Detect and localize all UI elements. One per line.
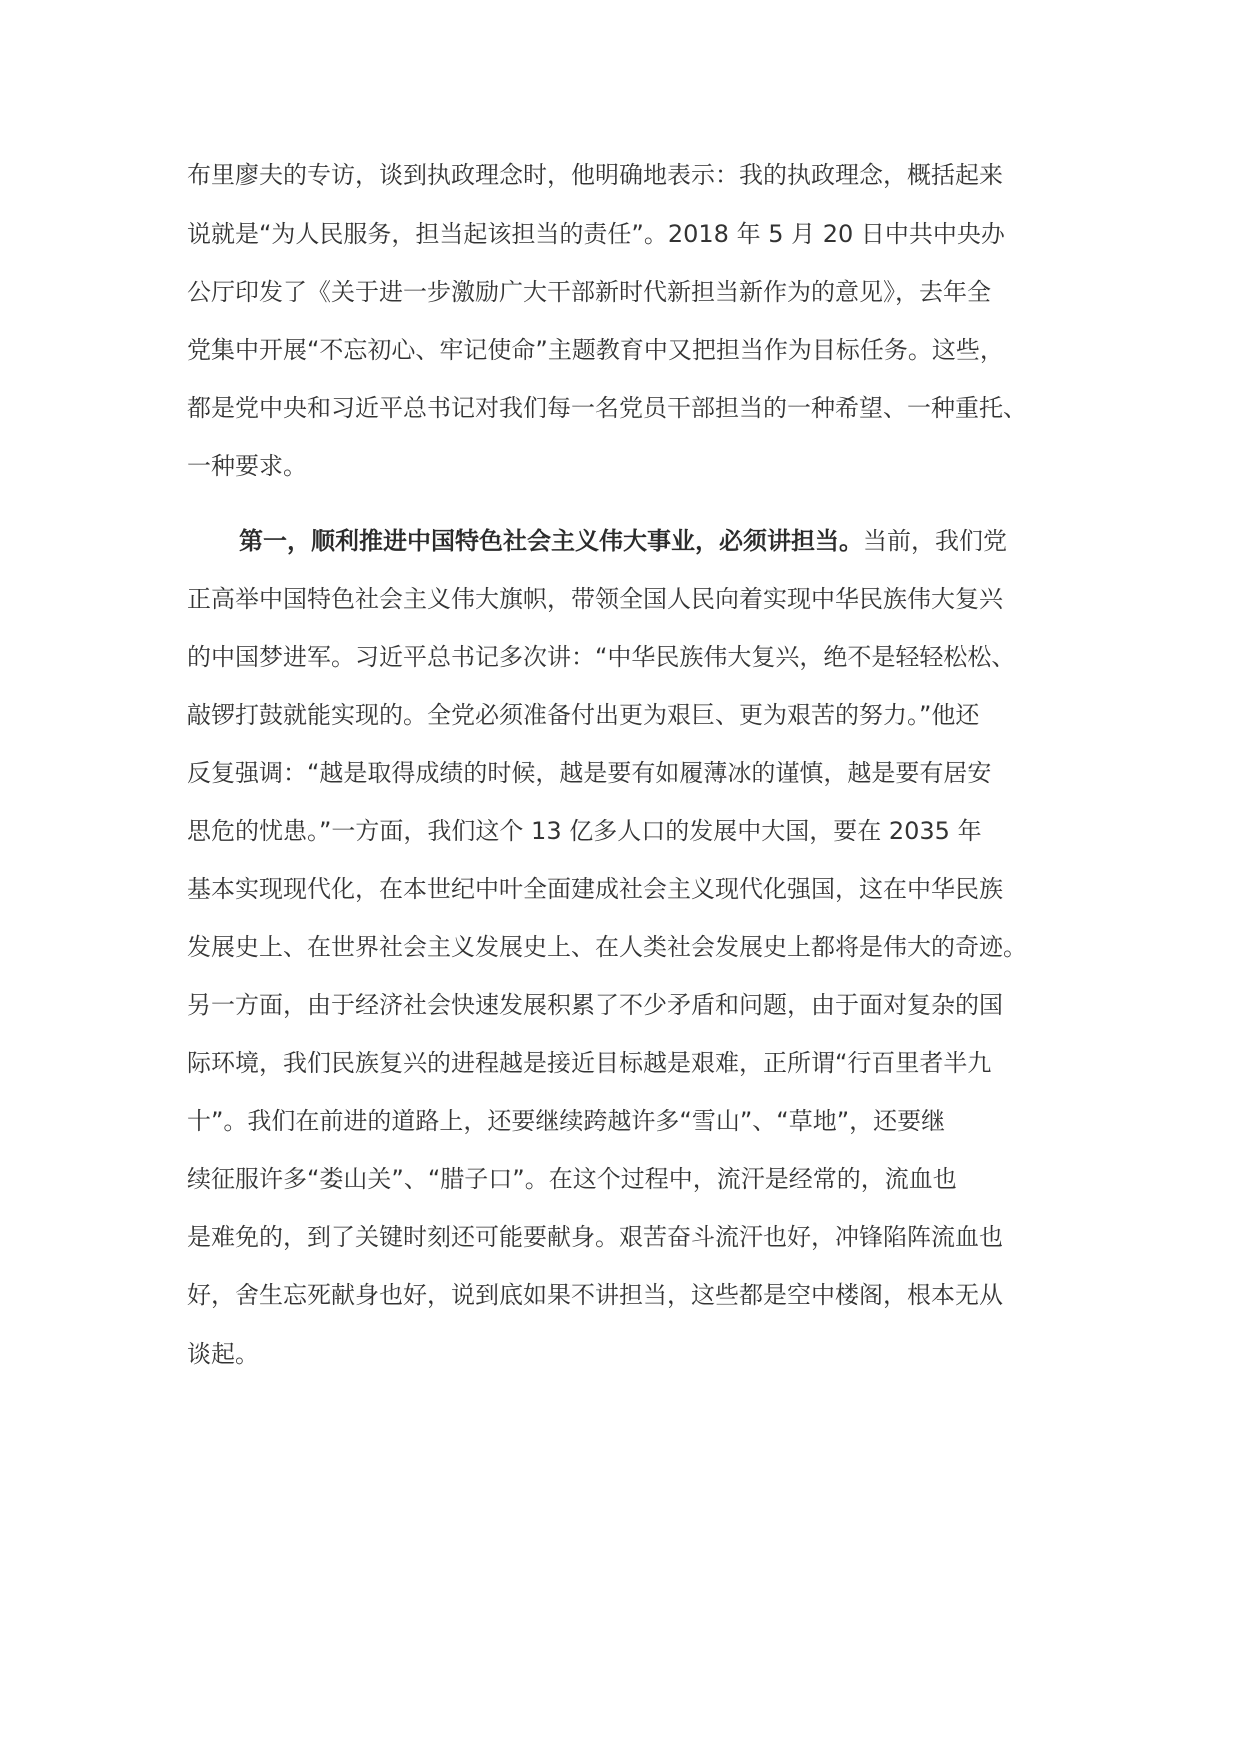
paragraph2-line-15: 谈起。 (187, 1340, 259, 1368)
paragraph2-line-7: 基本实现现代化，在本世纪中叶全面建成社会主义现代化强国，这在中华民族 (187, 875, 1003, 903)
paragraph2-first-line-text: 当前，我们党 (863, 527, 1007, 555)
paragraph2-line-8: 发展史上、在世界社会主义发展史上、在人类社会发展史上都将是伟大的奇迹。 (187, 933, 1027, 961)
paragraph2-line-12: 续征服许多“娄山关”、“腊子口”。在这个过程中，流汗是经常的，流血也 (187, 1165, 957, 1193)
paragraph1-line-5: 都是党中央和习近平总书记对我们每一名党员干部担当的一种希望、一种重托、 (187, 394, 1027, 422)
paragraph2-line-10: 际环境，我们民族复兴的进程越是接近目标越是艰难，正所谓“行百里者半九 (187, 1049, 992, 1077)
paragraph1-line-2: 说就是“为人民服务，担当起该担当的责任”。2018 年 5 月 20 日中共中央办 (187, 220, 1005, 248)
paragraph2-line-2: 正高举中国特色社会主义伟大旗帜，带领全国人民向着实现中华民族伟大复兴 (187, 585, 1003, 613)
paragraph1-line-6: 一种要求。 (187, 452, 307, 480)
paragraph2-heading: 第一，顺利推进中国特色社会主义伟大事业，必须讲担当。 (239, 527, 863, 555)
paragraph2-line-14: 好，舍生忘死献身也好，说到底如果不讲担当，这些都是空中楼阁，根本无从 (187, 1281, 1003, 1309)
paragraph2-line-9: 另一方面，由于经济社会快速发展积累了不少矛盾和问题，由于面对复杂的国 (187, 991, 1003, 1019)
paragraph1-line-1: 布里廖夫的专访，谈到执政理念时，他明确地表示：我的执政理念，概括起来 (187, 161, 1003, 189)
paragraph1-line-4: 党集中开展“不忘初心、牢记使命”主题教育中又把担当作为目标任务。这些， (187, 336, 1004, 364)
paragraph2-line-3: 的中国梦进军。习近平总书记多次讲：“中华民族伟大复兴，绝不是轻轻松松、 (187, 643, 1016, 671)
paragraph1-line-3: 公厅印发了《关于进一步激励广大干部新时代新担当新作为的意见》，去年全 (187, 278, 991, 306)
paragraph2-line-5: 反复强调：“越是取得成绩的时候，越是要有如履薄冰的谨慎，越是要有居安 (187, 759, 992, 787)
paragraph2-first-line (239, 524, 1007, 558)
paragraph2-line-4: 敲锣打鼓就能实现的。全党必须准备付出更为艰巨、更为艰苦的努力。”他还 (187, 701, 980, 729)
paragraph2-line-13: 是难免的，到了关键时刻还可能要献身。艰苦奋斗流汗也好，冲锋陷阵流血也 (187, 1223, 1003, 1251)
paragraph2-line-11: 十”。我们在前进的道路上，还要继续跨越许多“雪山”、“草地”，还要继 (187, 1107, 946, 1135)
paragraph2-line-6: 思危的忧患。”一方面，我们这个 13 亿多人口的发展中大国，要在 2035 年 (187, 817, 982, 845)
